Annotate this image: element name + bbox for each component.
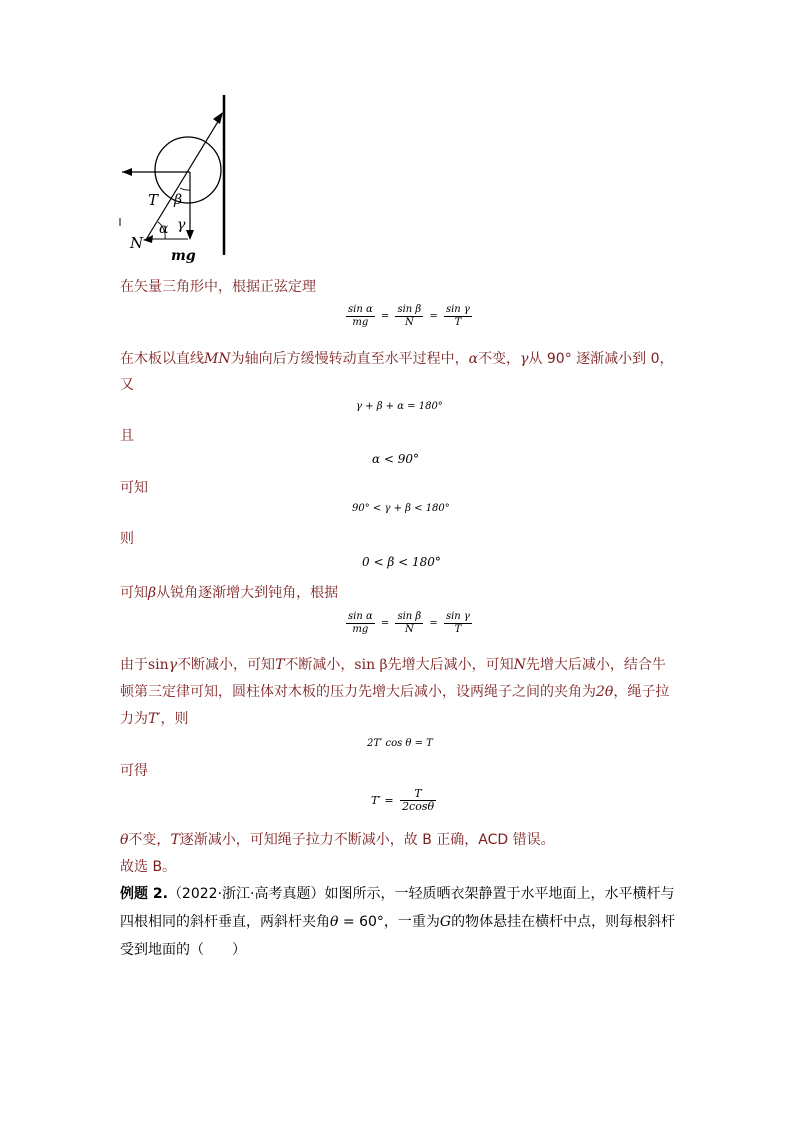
range-inequality-1: 90° < γ + β < 180° bbox=[352, 503, 450, 514]
tension-equation: 2T′ cos θ = T bbox=[367, 738, 433, 749]
angle-sum-equation: γ + β + α = 180° bbox=[356, 401, 443, 412]
label-T: T bbox=[148, 191, 159, 209]
result-equation: T′ = $\frac{T}{2\cos\theta}$ bbox=[371, 787, 435, 813]
alpha-inequality: α < 90° bbox=[372, 452, 420, 466]
sine-law-equation-2: $\frac{\text{sin α}}{mg}$ = $\frac{\text{sin β}}{N}$ = $\frac{\text{sin γ}}{T}$ bbox=[348, 611, 470, 635]
label-mg: mg bbox=[171, 248, 196, 264]
example-2-line-2: 四根相同的斜杆垂直，两斜杆夹角θ = 60°，一重为G的物体悬挂在横杆中点，则每根斜杆 bbox=[120, 914, 676, 930]
text-line-13: 故选 B。 bbox=[120, 859, 177, 875]
text-line-7: 可知β从锐角逐渐增大到钝角，根据 bbox=[120, 585, 339, 601]
text-line-2: 在木板以直线MN为轴向后方缓慢转动直至水平过程中，α不变，γ从 90° 逐渐减小到 0， bbox=[120, 351, 674, 367]
text-line-8: 由于sinγ不断减小，可知T不断减小，sin β先增大后减小，可知N先增大后减小，结合牛 bbox=[120, 657, 666, 673]
label-beta: β bbox=[174, 192, 183, 208]
label-gamma: γ bbox=[177, 217, 186, 233]
text-line-4: 且 bbox=[120, 428, 134, 444]
sine-law-equation-1: $\frac{\text{sin α}}{mg}$ = $\frac{\text{sin β}}{N}$ = $\frac{\text{sin γ}}{T}$ bbox=[348, 304, 470, 328]
range-inequality-2: 0 < β < 180° bbox=[362, 555, 441, 569]
label-alpha: α bbox=[159, 221, 169, 237]
text-line-12: θ不变，T逐渐减小，可知绳子拉力不断减小，故 B 正确，ACD 错误。 bbox=[120, 832, 555, 848]
example-2-line-1: 例题 2.（2022·浙江·高考真题）如图所示，一轻质晒衣架静置于水平地面上，水平横杆与 bbox=[120, 886, 675, 902]
label-N: N bbox=[130, 234, 144, 252]
text-line-11: 可得 bbox=[120, 763, 148, 779]
text-line-3: 又 bbox=[120, 377, 134, 393]
example-2-line-3: 受到地面的（ ） bbox=[120, 942, 246, 958]
upright-arrowhead-icon bbox=[213, 112, 223, 124]
text-line-5: 可知 bbox=[120, 480, 148, 496]
text-line-9: 顿第三定律可知，圆柱体对木板的压力先增大后减小，设两绳子之间的夹角为2θ，绳子拉 bbox=[120, 684, 670, 700]
beta-arc bbox=[180, 188, 190, 190]
text-line-10: 力为T′，则 bbox=[120, 711, 189, 727]
text-line-6: 则 bbox=[120, 531, 134, 547]
text-line-1: 在矢量三角形中，根据正弦定理 bbox=[120, 279, 316, 295]
left-arrowhead-icon bbox=[122, 168, 132, 176]
